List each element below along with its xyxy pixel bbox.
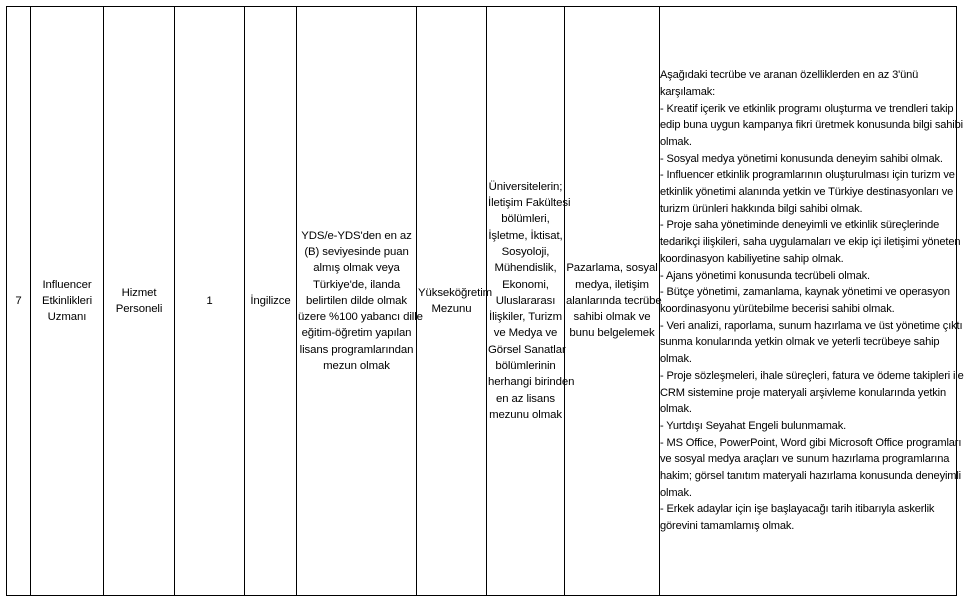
requirement-line: - Proje sözleşmeleri, ihale süreçleri, fatura ve ödeme takipleri ile	[660, 369, 964, 382]
language-level-line: eğitim-öğretim yapılan	[301, 327, 412, 340]
position-title-line: Etkinlikleri	[41, 294, 93, 307]
department-line: herhangi birinden	[488, 376, 575, 389]
requirement-line: hakim; görsel tanıtım materyali hazırlama konusunda deneyimli	[660, 470, 961, 483]
language-level-line: Türkiye'de, ilanda	[312, 278, 401, 291]
requirement-line: etkinlik yönetimi alanında yetkin ve Türkiye destinasyonları ve	[660, 186, 954, 199]
experience-line: alanlarında tecrübe	[566, 294, 662, 307]
department-line: Görsel Sanatlar	[488, 343, 566, 356]
experience-line: bunu belgelemek	[569, 327, 655, 340]
department-line: İletişim Fakültesi	[488, 197, 571, 210]
requirement-line: olmak.	[660, 135, 692, 148]
language: İngilizce	[250, 294, 291, 307]
department-line: bölümlerinin	[495, 360, 556, 373]
table-row	[7, 7, 957, 596]
requirement-line: - Proje saha yönetiminde deneyimli ve etkinlik süreçlerinde	[660, 219, 940, 232]
language-level-line: (B) seviyesinde puan	[304, 245, 409, 258]
requirement-line: olmak.	[660, 486, 692, 499]
requirement-line: karşılamak:	[660, 85, 716, 98]
experience-line: sahibi olmak ve	[573, 311, 651, 324]
requirement-line: tedarikçi ilişkileri, saha uygulamaları ve ekip içi iletişimi yöneten	[660, 236, 961, 249]
requirements-cell	[660, 7, 964, 596]
requirement-line: ve sosyal medya araçları ve sunum hazırlama programlarına	[660, 453, 950, 466]
requirement-line: - Erkek adaylar için işe başlayacağı tarih itibarıyla askerlik	[660, 503, 935, 516]
language-level-line: mezun olmak	[323, 360, 390, 373]
requirement-line: sunma konularında yetkin olmak ve yeterli tecrübeye sahip	[660, 336, 940, 349]
requirement-line: - Veri analizi, raporlama, sunum hazırlama ve üst yönetime çıktı	[660, 319, 963, 332]
department-line: ve Medya ve	[493, 327, 558, 340]
position-title-line: Uzmanı	[47, 311, 87, 324]
row-number-cell	[7, 7, 31, 596]
requirement-line: koordinasyon kabiliyetine sahip olmak.	[660, 252, 844, 265]
requirement-line: edip buna uygun kampanya fikri üretmek konusunda bilgi sahibi	[660, 119, 963, 132]
position-count: 1	[206, 294, 213, 307]
department-line: Ekonomi,	[502, 278, 549, 291]
department-line: Üniversitelerin;	[488, 180, 563, 193]
language-cell	[245, 7, 297, 596]
experience-line: medya, iletişim	[575, 278, 649, 291]
row-number: 7	[15, 294, 22, 307]
department-line: Sosyoloji,	[501, 245, 550, 258]
position-title-line: Influencer	[42, 278, 92, 291]
language-level-line: lisans programlarından	[299, 343, 414, 356]
requirement-line: - Influencer etkinlik programlarının oluşturulması için turizm ve	[660, 169, 955, 182]
education-level-line: Mezunu	[431, 303, 472, 315]
language-level-line: almış olmak veya	[313, 262, 400, 275]
department-line: İşletme, İktisat,	[488, 229, 563, 242]
requirement-line: - Sosyal medya yönetimi konusunda deneyim sahibi olmak.	[660, 152, 943, 165]
position-title-cell	[31, 7, 104, 596]
education-level-line: Yükseköğretim	[418, 286, 493, 299]
requirement-line: - Ajans yönetimi konusunda tecrübeli olmak.	[660, 269, 870, 282]
experience-line: Pazarlama, sosyal	[566, 262, 658, 275]
requirement-line: CRM sistemine proje materyali arşivleme konularında yetkin	[660, 386, 947, 399]
department-line: en az lisans	[496, 392, 555, 405]
department-line: Mühendislik,	[494, 262, 557, 275]
requirement-line: olmak.	[660, 353, 692, 366]
job-listing-table	[6, 6, 964, 596]
requirement-line: Aşağıdaki tecrübe ve aranan özelliklerden en az 3'ünü	[660, 69, 919, 82]
department-line: mezunu olmak	[489, 408, 562, 421]
requirement-line: - Kreatif içerik ve etkinlik programı oluşturma ve trendleri takip	[660, 102, 954, 115]
language-level-line: belirtilen dilde olmak	[305, 294, 407, 307]
education-level-cell	[417, 7, 493, 596]
department-line: Uluslararası	[495, 294, 556, 307]
requirement-line: - Yurtdışı Seyahat Engeli bulunmamak.	[660, 419, 847, 432]
departments-cell	[487, 7, 575, 596]
requirement-line: - Bütçe yönetimi, zamanlama, kaynak yönetimi ve operasyon	[660, 286, 950, 299]
requirement-line: olmak.	[660, 403, 692, 416]
staff-type-line: Hizmet	[121, 286, 157, 299]
requirement-line: turizm ürünleri hakkında bilgi sahibi olmak.	[660, 202, 863, 215]
language-level-cell	[297, 7, 423, 596]
requirement-line: görevini tamamlamış olmak.	[660, 520, 795, 533]
experience-cell	[565, 7, 660, 596]
staff-type-cell	[104, 7, 175, 596]
requirement-line: koordinasyonu yürütebilme becerisi sahibi olmak.	[660, 303, 895, 315]
requirement-line: - MS Office, PowerPoint, Word gibi Microsoft Office programları	[660, 436, 962, 449]
department-line: İlişkiler, Turizm	[489, 311, 562, 324]
position-count-cell	[175, 7, 245, 596]
language-level-line: YDS/e-YDS'den en az	[301, 229, 412, 242]
language-level-line: üzere %100 yabancı dille	[298, 311, 423, 324]
department-line: bölümleri,	[501, 213, 550, 226]
staff-type-line: Personeli	[115, 303, 163, 315]
